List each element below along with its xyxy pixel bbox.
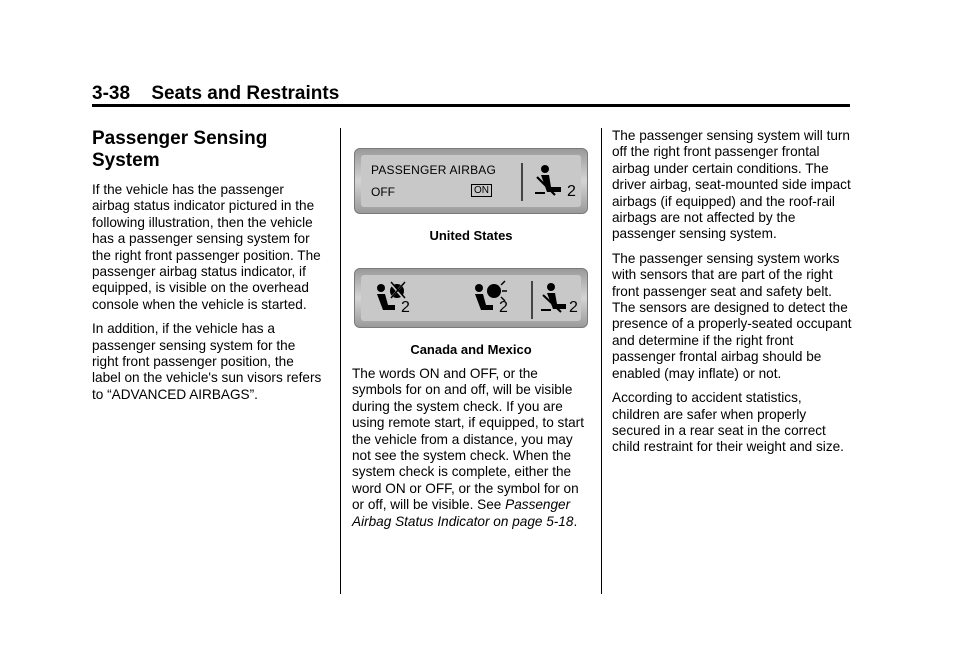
column-divider-1 — [340, 128, 341, 594]
caption-canada-mexico: Canada and Mexico — [410, 342, 532, 357]
paragraph: The passenger sensing system will turn off the right front passenger frontal airbag under certain conditions. The driver airbag, seat-mounted side impact airbags (if equipped) and the roof-rail airbags are not affected by the passenger sensing system. — [612, 128, 851, 242]
icon-number: 2 — [401, 299, 410, 316]
page-number: 3-38 — [92, 83, 131, 104]
airbag-indicator-us — [354, 148, 588, 214]
right-column — [612, 128, 852, 464]
panel-divider — [531, 281, 533, 319]
off-label: OFF — [371, 185, 395, 199]
caption-united-states: United States — [429, 228, 513, 243]
paragraph: In addition, if the vehicle has a passenger sensing system for the right front passenger position, the label on the vehicle's sun visors refers to “ADVANCED AIRBAGS”. — [92, 321, 322, 402]
panel-divider — [521, 163, 523, 201]
page-header — [92, 83, 339, 105]
airbag-indicator-canada-mexico — [354, 268, 588, 328]
on-label: ON — [471, 184, 492, 197]
paragraph: If the vehicle has the passenger airbag status indicator pictured in the following illustration, then the vehicle has a passenger sensing system for the right front passenger position. The passenger airbag status indicator, if equipped, is visible on the overhead console when the vehicle is started. — [92, 182, 321, 312]
icon-number: 2 — [499, 299, 508, 316]
left-column — [92, 128, 324, 411]
airbag-indicator-face — [361, 155, 581, 207]
icon-number: 2 — [569, 299, 578, 316]
paragraph: According to accident statistics, children are safer when properly secured in a rear seat in the correct child restraint for their weight and size. — [612, 390, 844, 455]
paragraph-text: The words ON and OFF, or the symbols for on and off, will be visible during the system check. If you are using remote start, if equipped, to start the vehicle from a distance, you may not see the system check. When the system check is complete, either the word ON or OFF, or the symbol for on or off, will be visible. See — [352, 366, 584, 513]
section-heading: Passenger Sensing System — [92, 128, 268, 171]
header-rule — [92, 104, 850, 107]
paragraph — [352, 366, 590, 530]
column-divider-2 — [601, 128, 602, 594]
cross-reference-link[interactable]: Passenger Airbag Status Indicator on page 5-18 — [352, 497, 574, 529]
airbag-indicator-face — [361, 275, 581, 321]
section-title: Seats and Restraints — [151, 83, 340, 104]
icon-number: 2 — [567, 183, 576, 200]
paragraph: The passenger sensing system works with sensors that are part of the right front passenger seat and safety belt. The sensors are designed to detect the presence of a properly-seated occupant and determine if the right front passenger frontal airbag should be enabled (may inflate) or not. — [612, 250, 852, 381]
passenger-airbag-label: PASSENGER AIRBAG — [371, 163, 497, 177]
paragraph-text: . — [573, 513, 578, 529]
middle-column — [352, 128, 590, 538]
